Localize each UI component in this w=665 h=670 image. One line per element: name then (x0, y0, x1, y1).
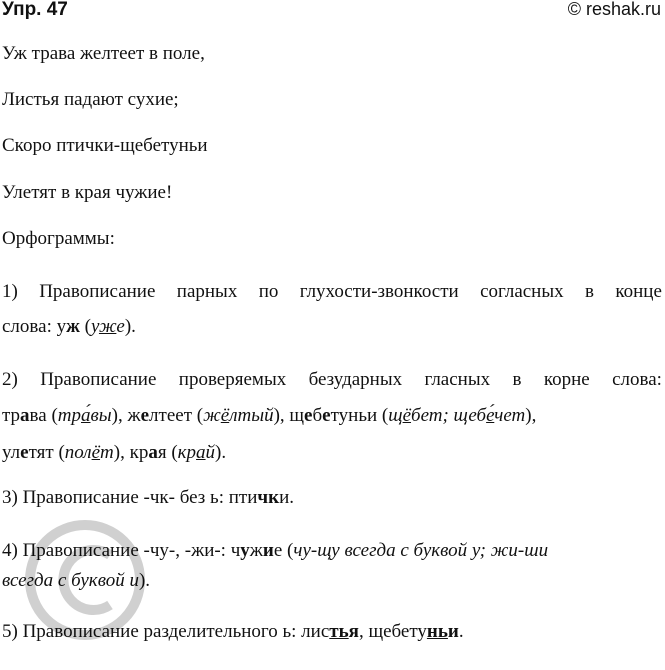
word: конце (615, 281, 662, 302)
rule-2-line-3 (2, 441, 226, 465)
text: ). (138, 570, 151, 591)
text: . (458, 621, 464, 642)
word: безударных (308, 369, 403, 390)
bold-letters: чк (257, 487, 280, 508)
poem-line-3: Скоро птички-щебетуньи (2, 135, 208, 156)
bold-letter: а (148, 442, 158, 463)
text: ), (525, 405, 537, 426)
word: в (585, 281, 594, 302)
word: по (258, 281, 279, 302)
underlined-letter: ж (98, 316, 117, 337)
word: в (512, 369, 522, 390)
word: корне (543, 369, 590, 390)
example (65, 442, 114, 463)
text: вы (90, 405, 112, 426)
word: гласных (424, 369, 491, 390)
text: и. (279, 487, 294, 508)
text: слова: у (2, 316, 67, 337)
text: е ( (273, 540, 294, 561)
example (388, 405, 525, 426)
word: Правописание (39, 281, 156, 302)
bold-letters (427, 621, 448, 642)
underlined-letters: нь (426, 621, 448, 642)
rule-3 (2, 486, 294, 510)
text: ), щ (273, 405, 305, 426)
text: ). (215, 442, 227, 463)
text: й (205, 442, 216, 463)
bold-letters (329, 621, 348, 642)
underlined-letter: а́ (81, 405, 91, 426)
underlined-letters: ть (329, 621, 349, 642)
underlined-letter: ё (402, 405, 412, 426)
word: парных (176, 281, 238, 302)
text: е (116, 316, 125, 337)
bold-letter: я (348, 621, 359, 642)
bold-letter: и (262, 540, 274, 561)
rule-note: чу-щу всегда с буквой у; жи-ши (293, 540, 549, 561)
example (178, 442, 215, 463)
text: 4) Правописание -чу-, -жи-: ч (2, 540, 241, 561)
text: , щебету (358, 621, 427, 642)
text: у (90, 316, 99, 337)
bold-letter: ж (66, 316, 80, 337)
text: ), кр (113, 442, 149, 463)
text: чет (494, 405, 526, 426)
text: ул (2, 442, 21, 463)
rule-1-line-1 (2, 280, 662, 304)
bold-letter: е (322, 405, 331, 426)
bold-letter: у (240, 540, 250, 561)
text: тят ( (28, 442, 65, 463)
bold-letter: е (140, 405, 150, 426)
word: согласных (480, 281, 564, 302)
exercise-title: Упр. 47 (2, 0, 68, 20)
source-label: © reshak.ru (567, 0, 661, 19)
example (91, 316, 125, 337)
text: 3) Правописание -чк- без ь: пти (2, 487, 258, 508)
bold-letter: е (304, 405, 313, 426)
word: проверяемых (178, 369, 287, 390)
text: лтеет ( (149, 405, 204, 426)
rule-5 (2, 620, 464, 644)
text: 5) Правописание разделительного ь: лис (2, 621, 330, 642)
word: глухости-звонкости (299, 281, 459, 302)
text: пол (64, 442, 92, 463)
text: ж (249, 540, 263, 561)
bold-letter: а (20, 405, 30, 426)
text: щ (388, 405, 403, 426)
text: б (312, 405, 323, 426)
page-header (0, 0, 665, 26)
word: Правописание (40, 369, 157, 390)
text: бет; щеб (411, 405, 487, 426)
text: ж (203, 405, 221, 426)
example (203, 405, 274, 426)
example (58, 405, 112, 426)
orthograms-heading: Орфограммы: (2, 228, 115, 249)
segment (2, 404, 536, 428)
poem-line-1: Уж трава желтеет в поле, (2, 43, 205, 64)
text: тр (2, 405, 21, 426)
text: ), ж (111, 405, 141, 426)
text: т (100, 442, 114, 463)
rule-2-line-1 (2, 368, 662, 392)
text: ( (79, 316, 91, 337)
text: кр (177, 442, 197, 463)
word: 1) (2, 281, 18, 302)
text: я ( (157, 442, 178, 463)
poem-line-2: Листья падают сухие; (2, 89, 179, 110)
bold-letter: и (447, 621, 459, 642)
underlined-letter: ё (91, 442, 101, 463)
text: ва ( (29, 405, 58, 426)
word: 2) (2, 369, 18, 390)
text: ). (124, 316, 136, 337)
bold-letter: е (20, 442, 29, 463)
underlined-letter: а (196, 442, 206, 463)
text: тр (57, 405, 82, 426)
rule-note: всегда с буквой и (2, 570, 139, 591)
word: слова: (612, 369, 662, 390)
rule-4-line-1 (2, 539, 662, 563)
text: туньи ( (330, 405, 389, 426)
rule-1-line-2 (2, 315, 136, 339)
underlined-letter: е́ (486, 405, 495, 426)
underlined-letter: ё (220, 405, 230, 426)
poem-line-4: Улетят в края чужие! (2, 182, 173, 203)
rule-4-line-2 (2, 569, 150, 593)
rule-2-line-2 (2, 404, 662, 428)
text: лтый (229, 405, 274, 426)
